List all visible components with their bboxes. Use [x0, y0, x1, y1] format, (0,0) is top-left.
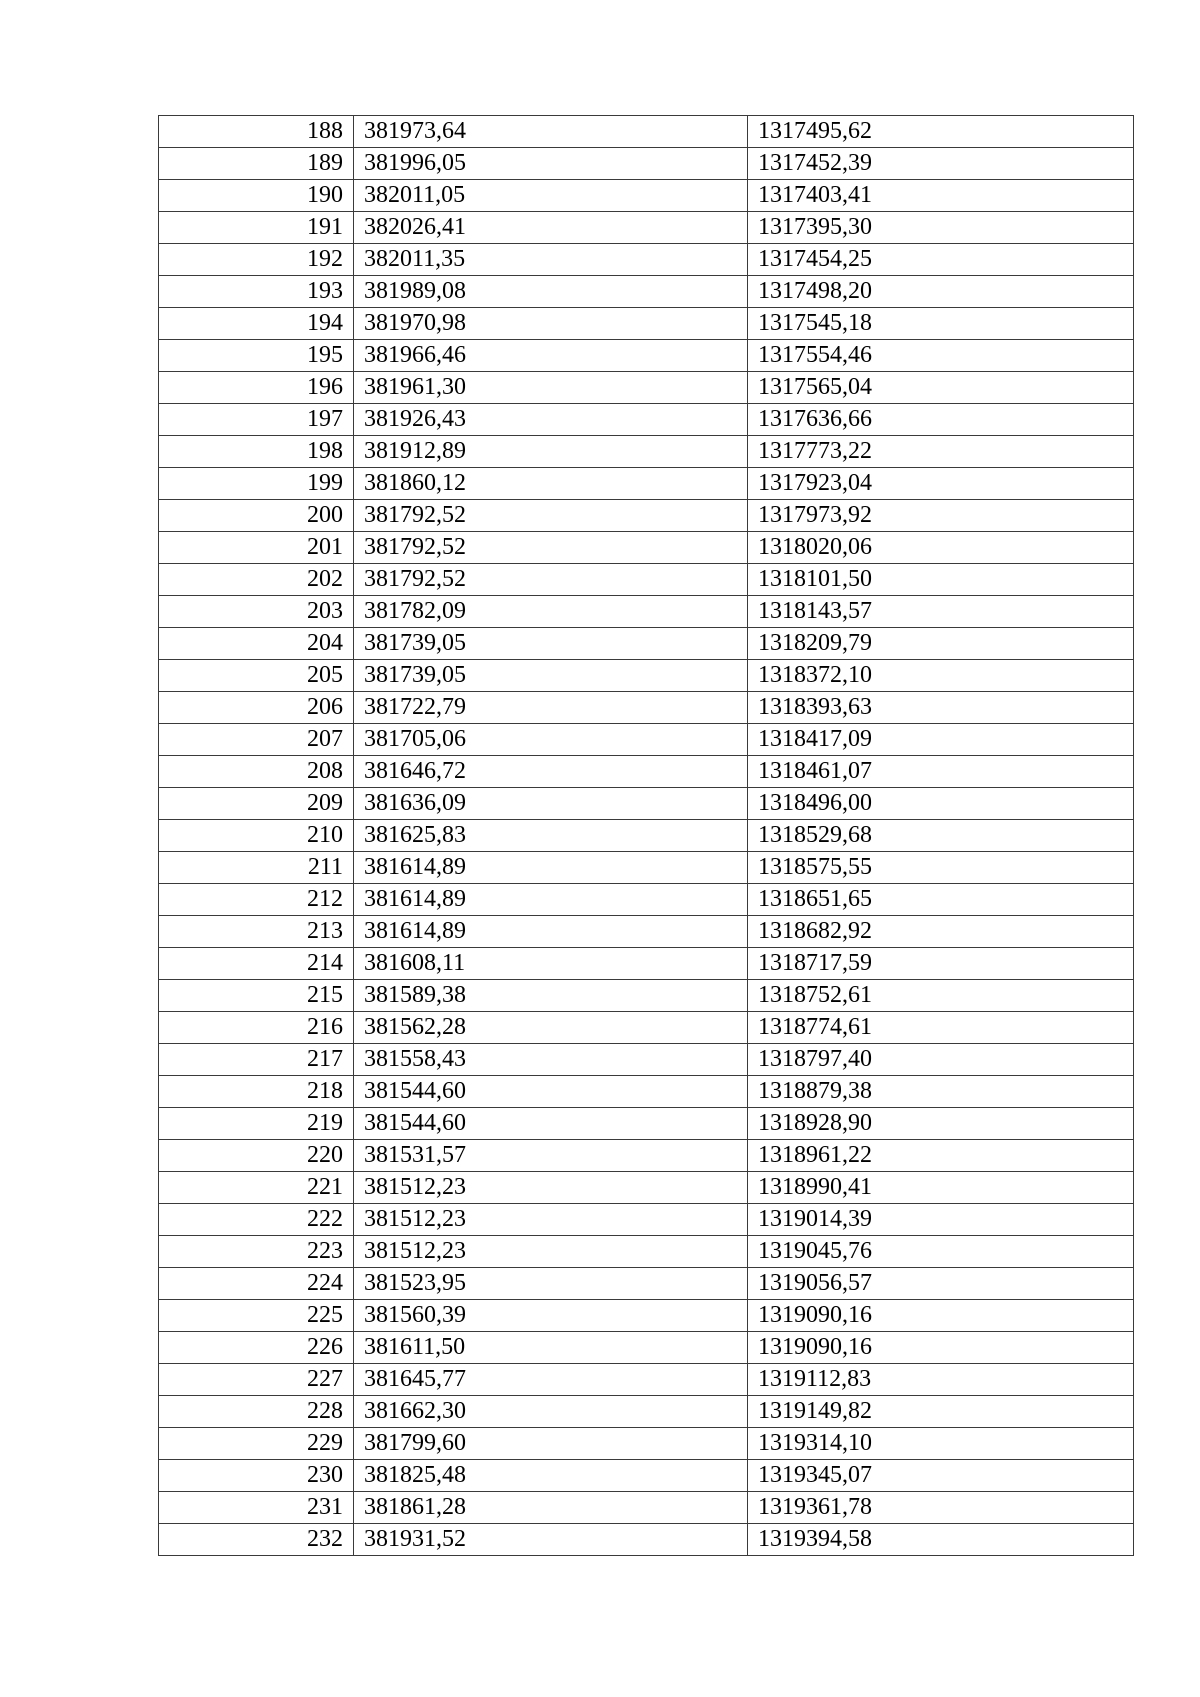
coordinates-table-body: [159, 116, 1134, 1556]
point-number-cell: 208: [159, 756, 354, 788]
x-coordinate-cell: 381523,95: [354, 1268, 748, 1300]
table-row: [159, 692, 1134, 724]
x-coordinate-cell: 381646,72: [354, 756, 748, 788]
x-coordinate-cell: 381912,89: [354, 436, 748, 468]
point-number-cell: 216: [159, 1012, 354, 1044]
point-number-cell: 194: [159, 308, 354, 340]
point-number-cell: 203: [159, 596, 354, 628]
table-row: [159, 724, 1134, 756]
table-row: [159, 308, 1134, 340]
table-row: [159, 1492, 1134, 1524]
x-coordinate-cell: 381825,48: [354, 1460, 748, 1492]
table-row: [159, 980, 1134, 1012]
table-row: [159, 1300, 1134, 1332]
table-row: [159, 852, 1134, 884]
table-row: [159, 500, 1134, 532]
x-coordinate-cell: 381739,05: [354, 628, 748, 660]
point-number-cell: 219: [159, 1108, 354, 1140]
x-coordinate-cell: 381614,89: [354, 884, 748, 916]
table-row: [159, 1044, 1134, 1076]
point-number-cell: 204: [159, 628, 354, 660]
y-coordinate-cell: 1318928,90: [748, 1108, 1134, 1140]
y-coordinate-cell: 1318752,61: [748, 980, 1134, 1012]
y-coordinate-cell: 1318774,61: [748, 1012, 1134, 1044]
y-coordinate-cell: 1318529,68: [748, 820, 1134, 852]
point-number-cell: 200: [159, 500, 354, 532]
table-row: [159, 564, 1134, 596]
x-coordinate-cell: 381861,28: [354, 1492, 748, 1524]
point-number-cell: 229: [159, 1428, 354, 1460]
y-coordinate-cell: 1318143,57: [748, 596, 1134, 628]
y-coordinate-cell: 1317395,30: [748, 212, 1134, 244]
x-coordinate-cell: 381970,98: [354, 308, 748, 340]
point-number-cell: 212: [159, 884, 354, 916]
y-coordinate-cell: 1319112,83: [748, 1364, 1134, 1396]
x-coordinate-cell: 381722,79: [354, 692, 748, 724]
y-coordinate-cell: 1318020,06: [748, 532, 1134, 564]
table-row: [159, 148, 1134, 180]
x-coordinate-cell: 381792,52: [354, 564, 748, 596]
x-coordinate-cell: 381614,89: [354, 916, 748, 948]
table-row: [159, 1524, 1134, 1556]
y-coordinate-cell: 1317498,20: [748, 276, 1134, 308]
y-coordinate-cell: 1318209,79: [748, 628, 1134, 660]
x-coordinate-cell: 382011,35: [354, 244, 748, 276]
y-coordinate-cell: 1319394,58: [748, 1524, 1134, 1556]
x-coordinate-cell: 381792,52: [354, 532, 748, 564]
table-row: [159, 244, 1134, 276]
point-number-cell: 217: [159, 1044, 354, 1076]
table-row: [159, 916, 1134, 948]
x-coordinate-cell: 381512,23: [354, 1172, 748, 1204]
point-number-cell: 228: [159, 1396, 354, 1428]
y-coordinate-cell: 1318990,41: [748, 1172, 1134, 1204]
point-number-cell: 214: [159, 948, 354, 980]
y-coordinate-cell: 1317773,22: [748, 436, 1134, 468]
x-coordinate-cell: 381782,09: [354, 596, 748, 628]
table-row: [159, 404, 1134, 436]
table-row: [159, 1428, 1134, 1460]
y-coordinate-cell: 1318879,38: [748, 1076, 1134, 1108]
x-coordinate-cell: 381625,83: [354, 820, 748, 852]
y-coordinate-cell: 1318393,63: [748, 692, 1134, 724]
x-coordinate-cell: 381560,39: [354, 1300, 748, 1332]
table-row: [159, 788, 1134, 820]
point-number-cell: 202: [159, 564, 354, 596]
point-number-cell: 197: [159, 404, 354, 436]
y-coordinate-cell: 1319056,57: [748, 1268, 1134, 1300]
table-row: [159, 884, 1134, 916]
y-coordinate-cell: 1318461,07: [748, 756, 1134, 788]
point-number-cell: 210: [159, 820, 354, 852]
x-coordinate-cell: 381608,11: [354, 948, 748, 980]
point-number-cell: 222: [159, 1204, 354, 1236]
table-row: [159, 1172, 1134, 1204]
x-coordinate-cell: 381544,60: [354, 1108, 748, 1140]
point-number-cell: 231: [159, 1492, 354, 1524]
table-row: [159, 532, 1134, 564]
x-coordinate-cell: 381926,43: [354, 404, 748, 436]
x-coordinate-cell: 381966,46: [354, 340, 748, 372]
x-coordinate-cell: 381645,77: [354, 1364, 748, 1396]
table-row: [159, 596, 1134, 628]
table-row: [159, 1332, 1134, 1364]
table-row: [159, 116, 1134, 148]
x-coordinate-cell: 381544,60: [354, 1076, 748, 1108]
table-row: [159, 948, 1134, 980]
x-coordinate-cell: 381705,06: [354, 724, 748, 756]
point-number-cell: 209: [159, 788, 354, 820]
table-row: [159, 1364, 1134, 1396]
point-number-cell: 218: [159, 1076, 354, 1108]
y-coordinate-cell: 1317545,18: [748, 308, 1134, 340]
point-number-cell: 206: [159, 692, 354, 724]
table-row: [159, 660, 1134, 692]
table-row: [159, 212, 1134, 244]
y-coordinate-cell: 1318496,00: [748, 788, 1134, 820]
table-row: [159, 1236, 1134, 1268]
y-coordinate-cell: 1317452,39: [748, 148, 1134, 180]
point-number-cell: 207: [159, 724, 354, 756]
x-coordinate-cell: 381512,23: [354, 1204, 748, 1236]
table-row: [159, 1076, 1134, 1108]
point-number-cell: 225: [159, 1300, 354, 1332]
table-row: [159, 1268, 1134, 1300]
y-coordinate-cell: 1317554,46: [748, 340, 1134, 372]
y-coordinate-cell: 1317565,04: [748, 372, 1134, 404]
y-coordinate-cell: 1318682,92: [748, 916, 1134, 948]
x-coordinate-cell: 381531,57: [354, 1140, 748, 1172]
x-coordinate-cell: 381589,38: [354, 980, 748, 1012]
y-coordinate-cell: 1318797,40: [748, 1044, 1134, 1076]
table-row: [159, 276, 1134, 308]
y-coordinate-cell: 1317923,04: [748, 468, 1134, 500]
point-number-cell: 230: [159, 1460, 354, 1492]
y-coordinate-cell: 1319014,39: [748, 1204, 1134, 1236]
table-row: [159, 1396, 1134, 1428]
y-coordinate-cell: 1317495,62: [748, 116, 1134, 148]
y-coordinate-cell: 1319345,07: [748, 1460, 1134, 1492]
y-coordinate-cell: 1319149,82: [748, 1396, 1134, 1428]
y-coordinate-cell: 1317636,66: [748, 404, 1134, 436]
table-row: [159, 372, 1134, 404]
y-coordinate-cell: 1319361,78: [748, 1492, 1134, 1524]
point-number-cell: 195: [159, 340, 354, 372]
table-row: [159, 180, 1134, 212]
point-number-cell: 193: [159, 276, 354, 308]
point-number-cell: 221: [159, 1172, 354, 1204]
point-number-cell: 198: [159, 436, 354, 468]
y-coordinate-cell: 1318101,50: [748, 564, 1134, 596]
x-coordinate-cell: 381558,43: [354, 1044, 748, 1076]
table-row: [159, 436, 1134, 468]
y-coordinate-cell: 1318651,65: [748, 884, 1134, 916]
x-coordinate-cell: 381739,05: [354, 660, 748, 692]
table-row: [159, 1460, 1134, 1492]
table-row: [159, 820, 1134, 852]
table-row: [159, 1012, 1134, 1044]
x-coordinate-cell: 381611,50: [354, 1332, 748, 1364]
x-coordinate-cell: 381989,08: [354, 276, 748, 308]
point-number-cell: 189: [159, 148, 354, 180]
point-number-cell: 220: [159, 1140, 354, 1172]
x-coordinate-cell: 381562,28: [354, 1012, 748, 1044]
point-number-cell: 196: [159, 372, 354, 404]
x-coordinate-cell: 381973,64: [354, 116, 748, 148]
y-coordinate-cell: 1319045,76: [748, 1236, 1134, 1268]
x-coordinate-cell: 381636,09: [354, 788, 748, 820]
x-coordinate-cell: 381961,30: [354, 372, 748, 404]
y-coordinate-cell: 1319090,16: [748, 1300, 1134, 1332]
x-coordinate-cell: 381512,23: [354, 1236, 748, 1268]
x-coordinate-cell: 381996,05: [354, 148, 748, 180]
coordinates-table: [158, 115, 1134, 1556]
y-coordinate-cell: 1319090,16: [748, 1332, 1134, 1364]
y-coordinate-cell: 1317454,25: [748, 244, 1134, 276]
y-coordinate-cell: 1318372,10: [748, 660, 1134, 692]
y-coordinate-cell: 1318417,09: [748, 724, 1134, 756]
point-number-cell: 199: [159, 468, 354, 500]
y-coordinate-cell: 1318575,55: [748, 852, 1134, 884]
table-row: [159, 1108, 1134, 1140]
table-row: [159, 628, 1134, 660]
y-coordinate-cell: 1317403,41: [748, 180, 1134, 212]
y-coordinate-cell: 1317973,92: [748, 500, 1134, 532]
point-number-cell: 213: [159, 916, 354, 948]
x-coordinate-cell: 382011,05: [354, 180, 748, 212]
x-coordinate-cell: 381931,52: [354, 1524, 748, 1556]
x-coordinate-cell: 381662,30: [354, 1396, 748, 1428]
y-coordinate-cell: 1318961,22: [748, 1140, 1134, 1172]
x-coordinate-cell: 381860,12: [354, 468, 748, 500]
x-coordinate-cell: 381792,52: [354, 500, 748, 532]
table-row: [159, 1140, 1134, 1172]
point-number-cell: 201: [159, 532, 354, 564]
x-coordinate-cell: 381614,89: [354, 852, 748, 884]
point-number-cell: 226: [159, 1332, 354, 1364]
y-coordinate-cell: 1318717,59: [748, 948, 1134, 980]
x-coordinate-cell: 381799,60: [354, 1428, 748, 1460]
point-number-cell: 232: [159, 1524, 354, 1556]
point-number-cell: 191: [159, 212, 354, 244]
y-coordinate-cell: 1319314,10: [748, 1428, 1134, 1460]
point-number-cell: 211: [159, 852, 354, 884]
point-number-cell: 215: [159, 980, 354, 1012]
point-number-cell: 188: [159, 116, 354, 148]
point-number-cell: 224: [159, 1268, 354, 1300]
x-coordinate-cell: 382026,41: [354, 212, 748, 244]
table-row: [159, 756, 1134, 788]
table-row: [159, 468, 1134, 500]
point-number-cell: 227: [159, 1364, 354, 1396]
table-row: [159, 1204, 1134, 1236]
point-number-cell: 192: [159, 244, 354, 276]
table-row: [159, 340, 1134, 372]
point-number-cell: 223: [159, 1236, 354, 1268]
point-number-cell: 205: [159, 660, 354, 692]
point-number-cell: 190: [159, 180, 354, 212]
